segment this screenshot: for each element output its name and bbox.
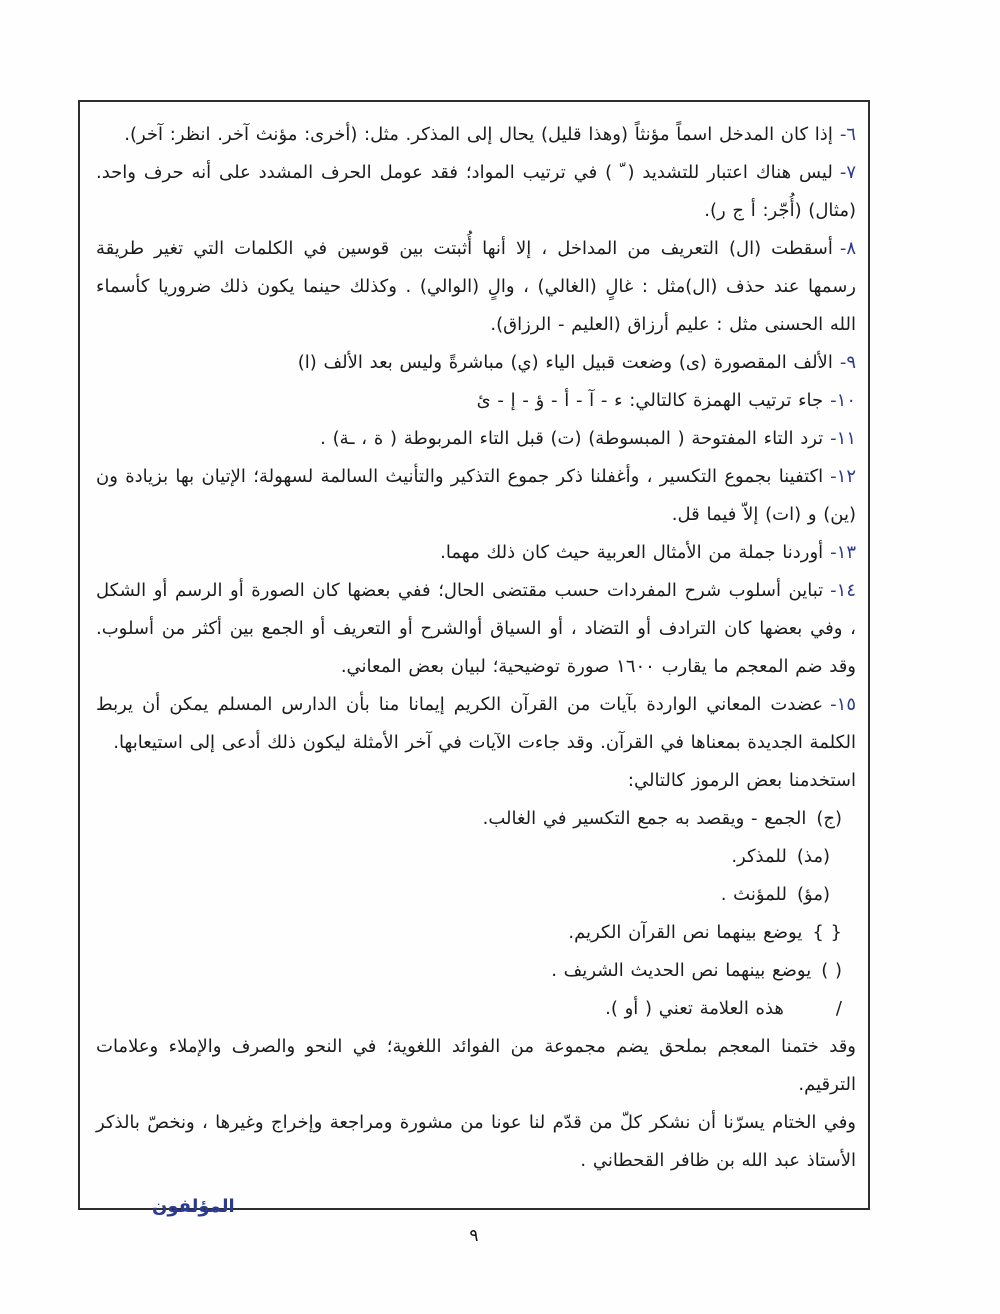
symbol-legend-item-slash	[96, 990, 856, 1028]
numbered-item-12	[96, 458, 856, 534]
numbered-item-10	[96, 382, 856, 420]
symbol-glyph: ( )	[821, 960, 842, 981]
symbol-glyph: (مؤ)	[797, 884, 830, 905]
numbered-item-15	[96, 686, 856, 762]
symbol-description: يوضع بينهما نص القرآن الكريم.	[568, 922, 803, 943]
authors-signature: المؤلفون	[152, 1196, 235, 1217]
numbered-item-6	[96, 116, 856, 154]
item-number: ١٠-	[830, 390, 856, 411]
item-number: ١٤-	[830, 580, 856, 601]
item-text: إذا كان المدخل اسماً مؤنثاً (وهذا قليل) يحال إلى المذكر. مثل: (أخرى: مؤنث آخر. انظر: آخر).	[124, 124, 833, 145]
item-number: ٩-	[839, 352, 856, 373]
item-number: ١٣-	[830, 542, 856, 563]
text-frame	[78, 100, 870, 1217]
symbol-description: الجمع - ويقصد به جمع التكسير في الغالب.	[482, 808, 807, 829]
symbol-description: للمذكر.	[731, 846, 787, 867]
symbols-intro: استخدمنا بعض الرموز كالتالي:	[627, 770, 856, 791]
closing-paragraph-thanks: وفي الختام يسرّنا أن نشكر كلّ من قدّم لنا عونا من مشورة ومراجعة وإخراج وغيرها ، ونخصّ بالذكر الأستاذ عبد الله بن ظافر القحطاني .	[96, 1112, 856, 1171]
symbol-legend-item-braces	[96, 914, 856, 952]
symbol-description: يوضع بينهما نص الحديث الشريف .	[551, 960, 812, 981]
item-text: أسقطت (ال) التعريف من المداخل ، إلا أنها أُثبتت بين قوسين في الكلمات التي تغير طريقة رسمها عند حذف (ال)مثل : غالٍ (الغالي) ، والٍ (الوالي) . وكذلك حينما يكون ذلك ضروريا كأسماء الله الحسنى مثل : عليم أرزاق (العليم - الرزاق).	[96, 238, 856, 335]
symbol-description: هذه العلامة تعني ( أو ).	[605, 998, 784, 1019]
item-number: ٨-	[839, 238, 856, 259]
item-text: عضدت المعاني الواردة بآيات من القرآن الكريم إيمانا منا بأن الدارس المسلم يمكن أن يربط الكلمة الجديدة بمعناها في القرآن. وقد جاءت الآيات في آخر الأمثلة ليكون ذلك أدعى إلى استيعابها.	[96, 694, 856, 753]
item-text: تباين أسلوب شرح المفردات حسب مقتضى الحال؛ ففي بعضها كان الصورة أو الرسم أو الشكل ، وفي بعضها كان الترادف أو التضاد ، أو السياق أوالشرح أو التعريف أو الجمع بين أكثر من أسلوب. وقد ضم المعجم ما يقارب ١٦٠٠ صورة توضيحية؛ لبيان بعض المعاني.	[96, 580, 856, 677]
numbered-item-14	[96, 572, 856, 686]
item-number: ١١-	[830, 428, 856, 449]
item-text: اكتفينا بجموع التكسير ، وأغفلنا ذكر جموع التذكير والتأنيث السالمة لسهولة؛ الإتيان بها بزيادة ون (ين) و (ات) إلاّ فيما قل.	[96, 466, 856, 525]
symbol-legend-item-jam	[96, 800, 856, 838]
symbol-glyph: (مذ)	[796, 846, 830, 867]
symbol-glyph: (ج)	[816, 808, 842, 829]
numbered-item-8	[96, 230, 856, 344]
item-text: ليس هناك اعتبار للتشديد ( ّ ) في ترتيب المواد؛ فقد عومل الحرف المشدد على أنه حرف واحد. (مثال) (أُجّر: أ ج ر).	[96, 162, 856, 221]
item-text: الألف المقصورة (ى) وضعت قبيل الياء (ي) مباشرةً وليس بعد الألف (ا)	[297, 352, 833, 373]
symbol-legend-item-feminine	[96, 876, 856, 914]
item-number: ٦-	[839, 124, 856, 145]
symbol-glyph: { }	[812, 922, 842, 943]
numbered-item-9	[96, 344, 856, 382]
closing-paragraph-appendix: وقد ختمنا المعجم بملحق يضم مجموعة من الفوائد اللغوية؛ في النحو والصرف والإملاء وعلامات الترقيم.	[96, 1036, 856, 1095]
symbol-glyph: /	[835, 998, 842, 1019]
numbered-item-7	[96, 154, 856, 230]
symbol-description: للمؤنث .	[720, 884, 787, 905]
item-number: ١٢-	[830, 466, 856, 487]
symbol-legend-item-parens	[96, 952, 856, 990]
item-number: ١٥-	[830, 694, 856, 715]
item-text: أوردنا جملة من الأمثال العربية حيث كان ذلك مهما.	[440, 542, 824, 563]
item-number: ٧-	[839, 162, 856, 183]
numbered-item-11	[96, 420, 856, 458]
item-text: ترد التاء المفتوحة ( المبسوطة) (ت) قبل التاء المربوطة ( ة ، ـة) .	[320, 428, 824, 449]
numbered-item-13	[96, 534, 856, 572]
item-text: جاء ترتيب الهمزة كالتالي: ء - آ - أ - ؤ - إ - ئ	[476, 390, 824, 411]
page-number: ٩	[469, 1226, 479, 1246]
symbol-legend-item-masculine	[96, 838, 856, 876]
